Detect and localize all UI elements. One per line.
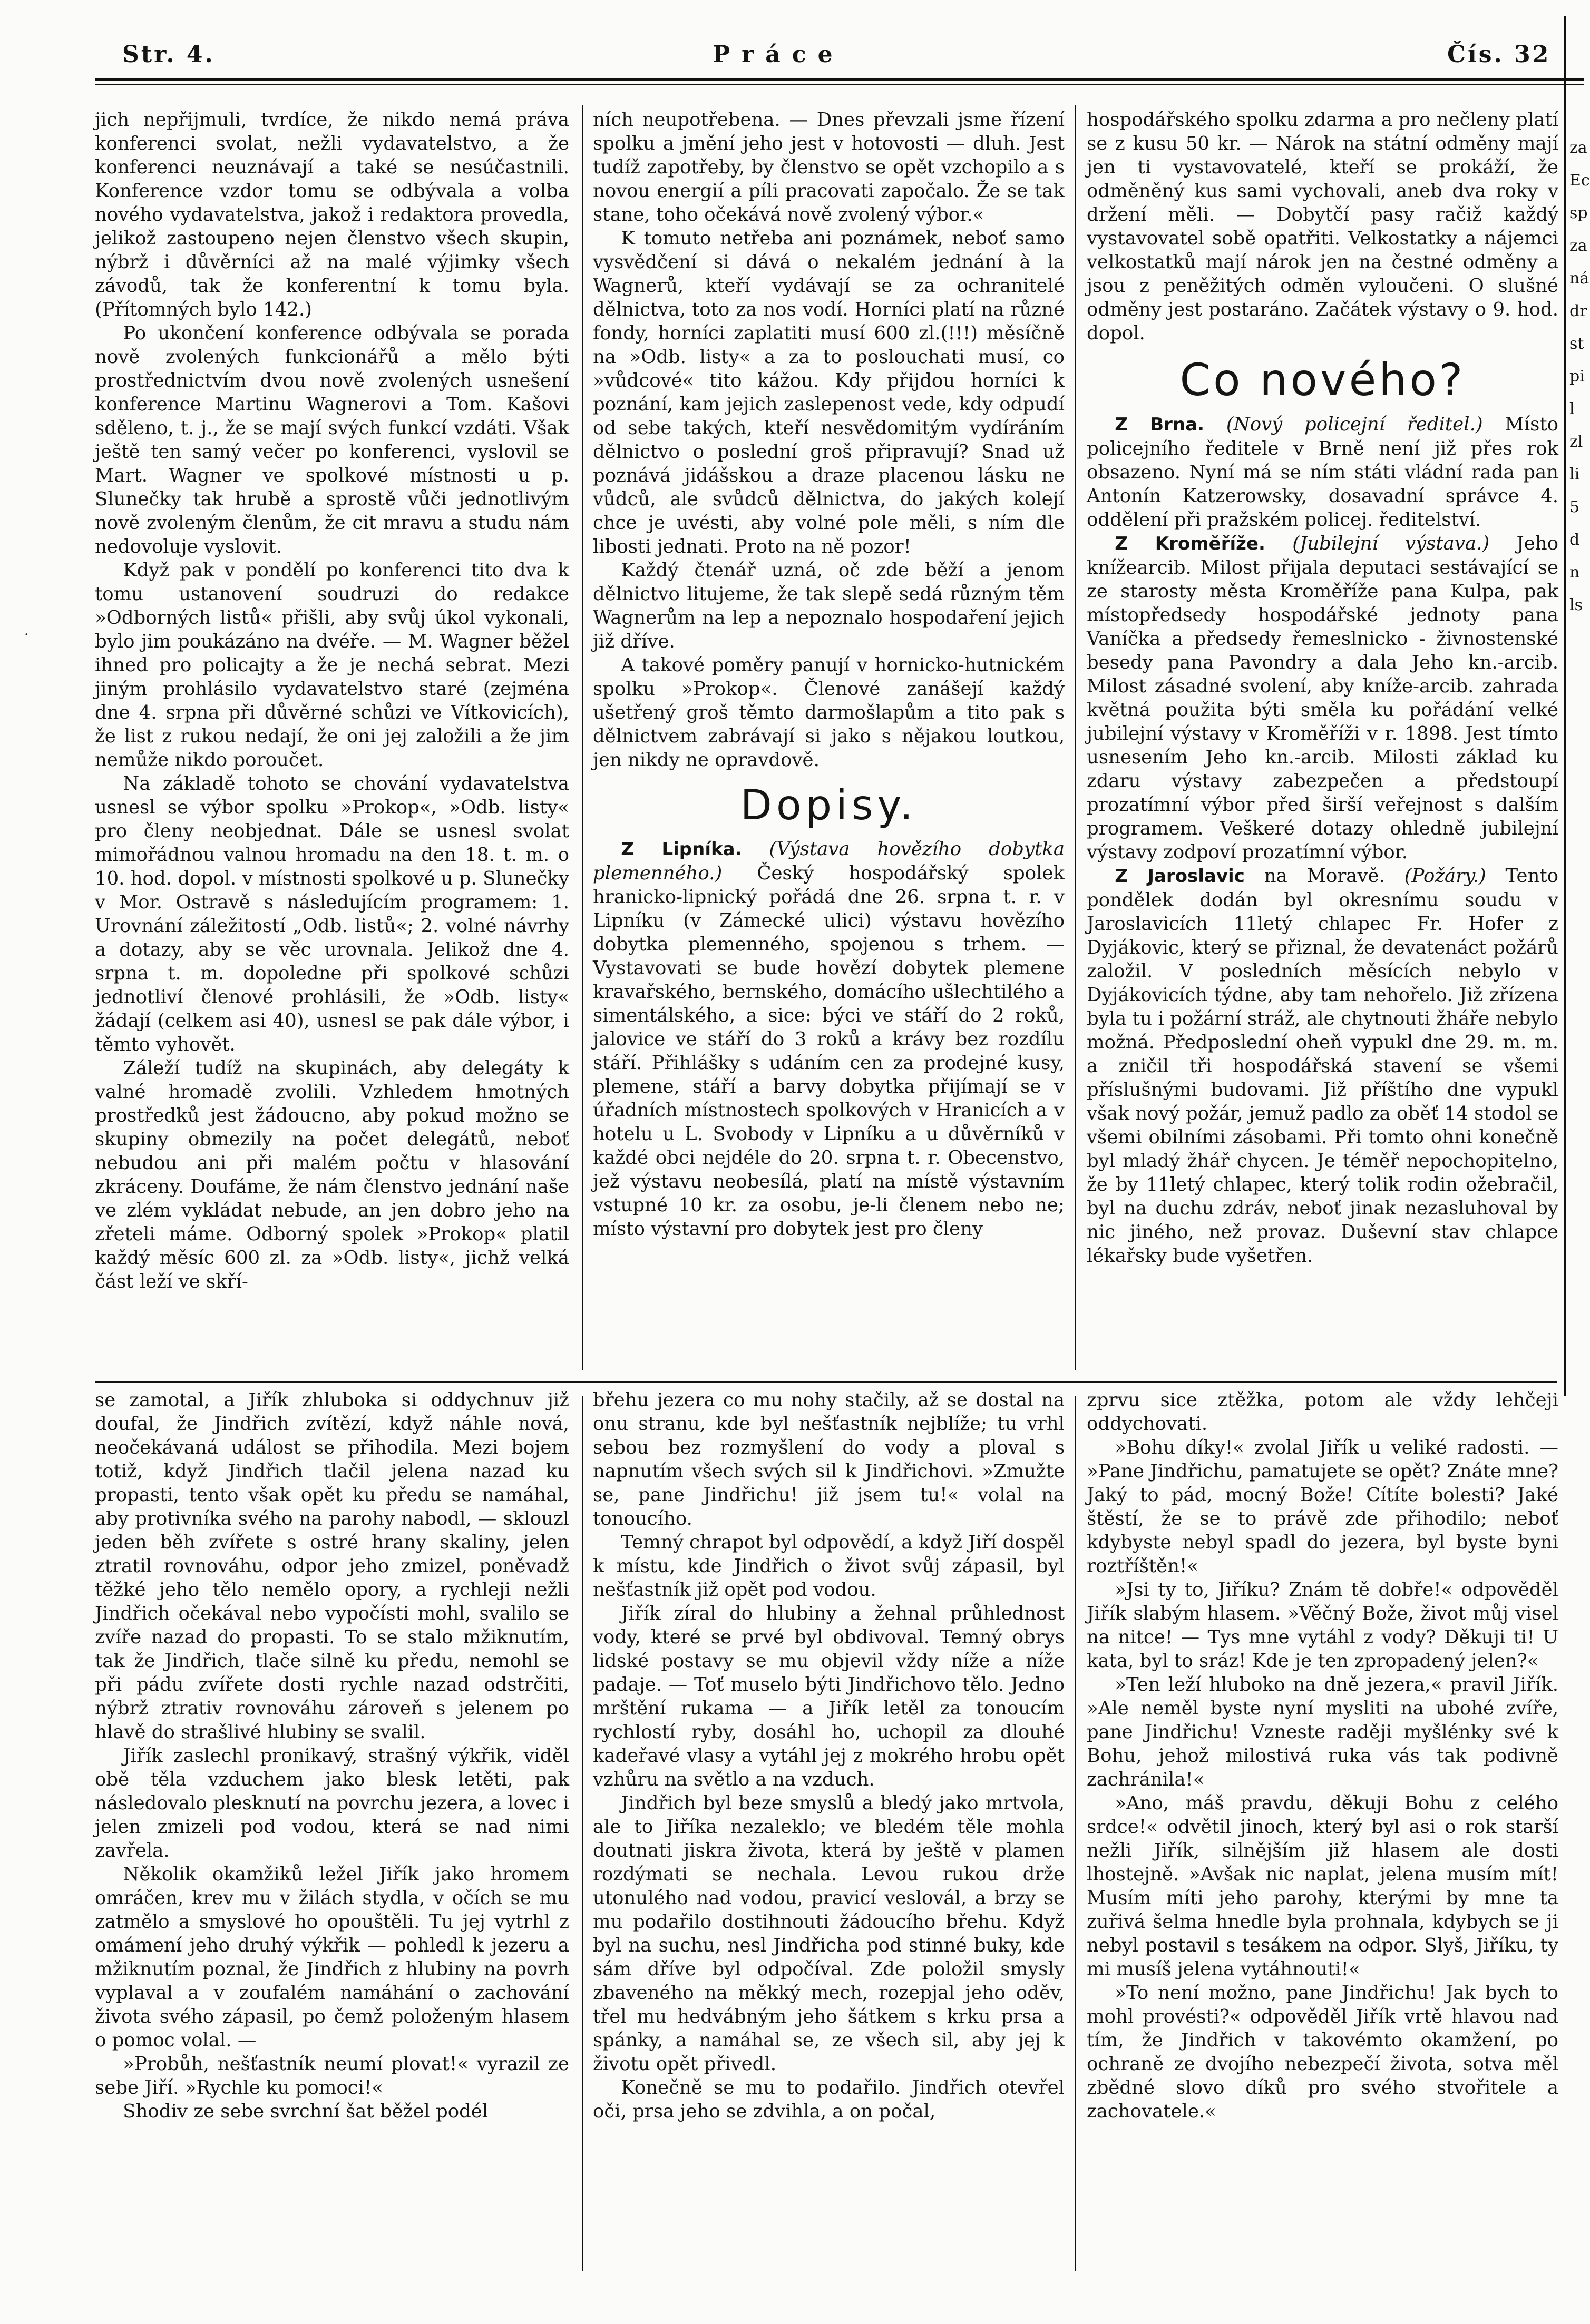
article-text: Český hospodářský spolek hranicko-lipnický pořádá dne 26. srpna t. r. v Lipníku (v Zámecké ulici) výstavu hovězího dobytka plemenného, spojenou s trhem. — Vystavovati se bude hovězí dobytek plemene kravařského, bernského, domácího ušlechtilého a simentálského, a sice: býci ve stáří do 2 roků, jalovice ve stáří do 3 roků a krávy bez rozdílu stáří. Přihlášky s udáním cen za prodejné kusy, plemene, stáří a barvy dobytka přijímají se v úřadních místnostech spolkových v Hranicích a v hotelu u L. Svobody v Lipníku a u důvěrníků v každé obci nejdéle do 20. srpna t. r. Obecenstvo, jež výstavu neobesílá, platí na místě výstavním vstupné 10 kr. za osobu, je-li členem nebo ne; místo výstavní pro dobytek jest pro členy bbox=[593, 862, 1065, 1240]
article-subtitle: (Jubilejní výstava.) bbox=[1292, 533, 1490, 554]
paragraph: Několik okamžiků ležel Jiřík jako hromem omráčen, krev mu v žilách stydla, v očích se mu zatmělo a smyslové ho opouštěli. Tu jej vytrhl z omámení jeho druhý výkřik — pohledl k jezeru a mžiknutím poznal, že Jindřich z hlubiny na povrh vyplaval a v zoufalém namáhání o zachování života svého zápasil, po čemž položeným hlasem o pomoc volal. — bbox=[95, 1864, 569, 2051]
edge-fragments bbox=[1569, 132, 1590, 711]
paragraph: Temný chrapot byl odpovědí, a když Jiří dospěl k místu, kde Jindřich o život svůj zápasil, byl nešťastník již opět pod vodou. bbox=[593, 1532, 1065, 1601]
dateline: Z Lipníka. bbox=[621, 839, 742, 860]
paragraph: »Jsi ty to, Jiříku? Znám tě dobře!« odpověděl Jiřík slabým hlasem. »Věčný Bože, život můj visel na nitce! — Tys mne vytáhl z vody? Děkuji ti! U kata, byl to sráz! Kde je ten zpropadený jelen?« bbox=[1087, 1579, 1558, 1672]
dateline: Z Jaroslavic bbox=[1115, 866, 1245, 887]
paragraph: »Ano, máš pravdu, děkuji Bohu z celého srdce!« odvětil jinoch, který byl asi o rok starší nežli Jiřík, silnějším již hlasem ale dosti lhostejně. »Avšak nic naplat, jelena musím mít! Musím míti jeho parohy, kterými by mne ta zuřivá šelma hnedle byla prohnala, kdybych se ji nebyl postavil s tesákem na odpor. Slyš, Jiříku, ty mi musíš jelena vytáhnouti!« bbox=[1087, 1792, 1558, 1980]
column-3 bbox=[1087, 108, 1558, 1375]
paragraph: Jindřich byl beze smyslů a bledý jako mrtvola, ale to Jiříka nezaleklo; ve bledém těle mohla doutnati jiskra života, která by ještě v plamen rozdýmati se nechala. Levou rukou drže utonulého nad vodou, pravicí veslovál, a brzy se mu podařilo dostihnouti žádoucího břehu. Když byl na suchu, nesl Jindřicha pod stinné buky, kde sám dříve byl odpočíval. Zde položil smysly zbaveného na měkký mech, rozepjal jeho oděv, třel mu hedvábným jeho šátkem s krku prsa a spánky, a namáhal se, ze všech sil, aby jej k životu opět přivedl. bbox=[593, 1792, 1065, 2075]
paragraph: »Probůh, nešťastník neumí plovat!« vyrazil ze sebe Jiří. »Rychle ku pomoci!« bbox=[95, 2053, 569, 2099]
story-divider-left bbox=[582, 1396, 583, 2271]
edge-fragment: st bbox=[1569, 335, 1584, 353]
story-column-3 bbox=[1087, 1388, 1558, 2284]
edge-fragment: n bbox=[1569, 563, 1580, 582]
page-right-border bbox=[1564, 16, 1566, 1396]
edge-fragment: 5 bbox=[1569, 498, 1580, 516]
paragraph: A takové poměry panují v hornicko-hutnickém spolku »Prokop«. Členové zanášejí každý ušetřený groš těmto darmošlapům a tito pak s dělnictvem zabrávají si jako s nějakou loutkou, jen nikdy ne opravdově. bbox=[593, 654, 1065, 771]
edge-fragment: dr bbox=[1569, 302, 1587, 320]
paragraph: ních neupotřebena. — Dnes převzali jsme řízení spolku a jmění jeho jest v hotovosti — dluh. Jest tudíž zapotřeby, by členstvo se opět vzchopilo a s novou energií a píli pracovati započalo. Že se tak stane, toho očekává nově zvolený výbor.« bbox=[593, 109, 1065, 225]
story-column-1 bbox=[95, 1388, 569, 2284]
paragraph: Když pak v pondělí po konferenci tito dva k tomu ustanovení soudruzi do redakce »Odborných listů« přišli, aby svůj úkol vykonali, bylo jim poukázáno na dvéře. — M. Wagner běžel ihned pro policajty a že je nechá sebrat. Mezi jiným prohlásilo vydavatelstvo staré (zejména dne 4. srpna při důvěrné schůzi ve Vítkovicích), že list z rukou nedají, že oni jej založili a že jim nemůže nikdo poroučet. bbox=[95, 560, 569, 771]
issue-number: Čís. 32 bbox=[1447, 41, 1551, 68]
section-heading-dopisy: Dopisy. bbox=[740, 782, 918, 829]
edge-fragment: zl bbox=[1569, 433, 1583, 451]
edge-fragment: za bbox=[1569, 139, 1587, 157]
edge-fragment: li bbox=[1569, 465, 1580, 484]
edge-fragment: pi bbox=[1569, 367, 1585, 386]
paragraph: jich nepřijmuli, tvrdíce, že nikdo nemá práva konferenci svolat, nežli vydavatelstvo, a že konferenci neuznávají a také se nesúčastnili. Konference vzdor tomu se odbývala a volba nového vydavatelstva, jakož i redaktora provedla, jelikož zastoupeno nejen členstvo všech skupin, nýbrž i důvěrníci až na malé výjimky všech závodů, tak že konferentní k tomu byla. (Přítomných bylo 142.) bbox=[95, 109, 569, 320]
article-subtitle: (Výstava hovězího dobytka plemenného.) bbox=[593, 838, 1065, 884]
paragraph: hospodářského spolku zdarma a pro nečleny platí se z kusu 50 kr. — Nárok na státní odměny mají jen ti vystavovatelé, kteří se prokáží, že odměněný kus sami vychovali, aneb dva roky v držení měli. — Dobytčí pasy račiž každý vystavovatel sobě opatřiti. Velkostatky a nájemci velkostatků mají nárok jen na čestné odměny a jsou z peněžitých odměn vyloučeni. O slušné odměny jest postaráno. Začátek výstavy o 9. hod. dopol. bbox=[1087, 109, 1558, 344]
paragraph: »To není možno, pane Jindřichu! Jak bych to mohl provésti?« odpověděl Jiřík vrtě hlavou nad tím, že Jindřich v takovémto okamžení, po ochraně ze dvojího nebezpečí života, sotva měl zbědné slovo díků pro svého stvořitele a zachovatele.« bbox=[1087, 1982, 1558, 2122]
paragraph: Jiřík zíral do hlubiny a žehnal průhlednost vody, které se prvé byl obdivoval. Temný obrys lidské postavy se mu objevil vždy níže a níže padaje. — Toť muselo býti Jindřichovo tělo. Jedno mrštění rukama — a Jiřík letěl za tonoucím rychlostí ryby, dosáhl ho, uchopil za dlouhé kadeřavé vlasy a vytáhl jej z mokrého hrobu opět vzhůru na světlo a na vzduch. bbox=[593, 1603, 1065, 1790]
column-divider-right bbox=[1075, 105, 1076, 1370]
column-1 bbox=[95, 108, 569, 1375]
paragraph: »Bohu díky!« zvolal Jiřík u veliké radosti. — »Pane Jindřichu, pamatujete se opět? Znáte mne? Jaký to pád, mocný Bože! Cítíte bolesti? Jaké štěstí, že se to právě zde přihodilo; neboť kdybyste nebyl spadl do jezera, byl byste byni roztříštěn!« bbox=[1087, 1437, 1558, 1577]
article-text: Tento pondělek dodán byl okresnímu soudu v Jaroslavicích 11letý chlapec Fr. Hofer z Dyjákovic, který se přiznal, že devatenáct požárů založil. V posledních měsících nebylo v Dyjákovicích týdne, aby tam nehořelo. Již zřízena byla tu i požární stráž, ale chytnouti žháře nebylo možná. Předposlední oheň vypukl dne 29. m. m. a zničil tři hospodářská stavení se všemi příslušnými budovami. Již příštího dne vypukl však nový požár, jemuž padlo za oběť 14 stodol se všemi obilními zásobami. Při tomto ohni konečně byl mladý žhář chycen. Je téměř nepochopitelno, že by 11letý chlapec, který tolik rodin ožebračil, byl na duchu zdráv, neboť jinak nezasluhoval by nic jiného, než provaz. Duševní stav chlapce lékařsky bude vyšetřen. bbox=[1087, 865, 1558, 1267]
edge-fragment: d bbox=[1569, 531, 1580, 549]
edge-fragment: ls bbox=[1569, 596, 1583, 614]
column-2 bbox=[593, 108, 1065, 1375]
paragraph: Po ukončení konference odbývala se porada nově zvolených funkcionářů a mělo býti prostřednictvím dvou nově zvolených usnešení konference Martinu Wagnerovi a Tom. Kašovi sděleno, t. j., že se mají svých funkcí vzdáti. Však ještě ten samý večer po konferenci, vyslovil se Mart. Wagner ve spolkové místnosti u p. Slunečky tak hrubě a sprostě vůči jednotlivým nově zvoleným členům, že cit mravu a studu nám nedovoluje vyslovit. bbox=[95, 322, 569, 557]
edge-fragment: Ec bbox=[1569, 171, 1590, 190]
article-subtitle: (Nový policejní ředitel.) bbox=[1226, 414, 1483, 435]
paragraph: Jiřík zaslechl pronikavý, strašný výkřik, viděl obě těla vzduchem jako blesk letěti, pak následovalo plesknutí na povrchu jezera, a lovec i jelen zmizeli pod vodou, která se nad nimi zavřela. bbox=[95, 1745, 569, 1861]
article-subtitle-prefix: na Moravě. bbox=[1264, 865, 1385, 887]
story-divider-right bbox=[1075, 1396, 1076, 2271]
news-kromeriz bbox=[1087, 532, 1558, 864]
paragraph: »Ten leží hluboko na dně jezera,« pravil Jiřík. »Ale neměl byste nyní mysliti na ubohé zvíře, pane Jindřichu! Vzneste raději myšlénky své k Bohu, jehož milostivá ruka vás tak podivně zachránila!« bbox=[1087, 1674, 1558, 1790]
paragraph: zprvu sice ztěžka, potom ale vždy lehčeji oddychovati. bbox=[1087, 1389, 1558, 1435]
news-brno bbox=[1087, 413, 1558, 532]
edge-fragment: sp bbox=[1569, 204, 1588, 222]
paragraph: se zamotal, a Jiřík zhluboka si oddychnuv již doufal, že Jindřich zvítězí, když náhle nová, neočekávaná událost se přihodila. Mezi bojem totiž, když Jindřich tlačil jelena nazad ku propasti, tento však opět ku předu se namáhal, aby protivníka svého na parohy nabodl, — sklouzl jeden běh zvířete s ostré hrany skaliny, jelen ztratil rovnováhu, odpor jeho zmizel, poněvadž těžké jeho tělo nemělo opory, a rychleji nežli Jindřich očekával nebo vypočísti mohl, svalilo se zvíře nazad do propasti. To se stalo mžiknutím, tak že Jindřich, tlače silně ku předu, nemohl se při pádu zvířete dosti rychle nazad odstrčiti, nýbrž ztrativ rovnováhu zároveň s jelenem po hlavě do strašlivé hlubiny se svalil. bbox=[95, 1389, 569, 1743]
paragraph: K tomuto netřeba ani poznámek, neboť samo vysvědčení si dává o nekalém jednání à la Wagnerů, kteří vydávají se za ochranitelé dělnictva, toto za nos vodí. Horníci platí na různé fondy, horníci zaplatiti musí 600 zl.(!!!) měsíčně na »Odb. listy« a za to poslouchati musí, co »vůdcové« tito kážou. Kdy přijdou horníci k poznání, kam jejich zaslepenost vede, kdy odpudí od sebe takých, kteří nesvědomitým vydíráním dělnictvo o poslední groš připravují? Snad už poznává jidášskou a draze placenou lásku ne vůdců, ale svůdců dělnictva, do jakých kolejí chce je uvésti, aby volné pole měli, s ním dle libosti jednati. Proto na ně pozor! bbox=[593, 228, 1065, 557]
article-text: Místo policejního ředitele v Brně není již přes rok obsazeno. Nyní má se ním státi vládní rada pan Antonín Katzerowsky, dosavadní správce 4. oddělení při pražském policej. ředitelství. bbox=[1087, 414, 1558, 531]
paragraph: Shodiv ze sebe svrchní šat běžel podél bbox=[123, 2101, 489, 2122]
paragraph: Konečně se mu to podařilo. Jindřich otevřel oči, prsa jeho se zdvihla, a on počal, bbox=[593, 2077, 1065, 2122]
dateline: Z Kroměříže. bbox=[1115, 533, 1265, 554]
margin-mark: · bbox=[24, 627, 29, 643]
paragraph: Každý čtenář uzná, oč zde běží a jenom dělnictvo litujeme, že tak slepě sedá různým těm Wagnerům na lep a nepoznalo hospodaření jejich již dříve. bbox=[593, 560, 1065, 652]
header-rule bbox=[95, 78, 1584, 81]
news-jaroslavice bbox=[1087, 864, 1558, 1268]
section-heading-co-noveho: Co nového? bbox=[1179, 354, 1466, 406]
paragraph: břehu jezera co mu nohy stačily, až se dostal na onu stranu, kde byl nešťastník nejblíže; tu vrhl sebou bez rozmyšlení do vody a ploval s napnutím všech svých sil k Jindřichovi. »Zmužte se, pane Jindřichu! již jsem tu!« volal na tonoucího. bbox=[593, 1389, 1065, 1529]
column-divider-left bbox=[582, 105, 583, 1370]
article-text: Jeho knížearcib. Milost přijala deputaci sestávající se ze starosty města Kroměříže pana Kulpa, pak místopředsedy hospodářské jednoty pana Vaníčka a předsedy řemeslnicko - živnostenské besedy pana Pavondry a dala Jeho kn.-arcib. Milost zásadné svolení, aby kníže-arcib. zahrada květná použita býti směla ku pořádání velké jubilejní výstavy v Kroměříži v r. 1898. Jest tímto usnesením Jeho kn.-arcib. Milosti základ ku zdaru výstavy zabezpečen a předstoupí prozatímní výbor před širší veřejnost s dalším programem. Veškeré dotazy ohledně jubilejní výstavy zodpoví prozatímní výbor. bbox=[1087, 533, 1558, 863]
paragraph: Záleží tudíž na skupinách, aby delegáty k valné hromadě zvolili. Vzhledem hmotných prostředků jest žádoucno, aby pokud možno se skupiny obmezily na počet delegátů, neboť nebudou ani při malém počtu v hlasování zkráceny. Doufáme, že nám členstvo jednání naše ve zlém vykládat nebude, an jen dobro jeho na zřeteli máme. Odborný spolek »Prokop« platil každý měsíc 600 zl. za »Odb. listy«, jichž velká část leží ve skří- bbox=[95, 1057, 569, 1292]
article-subtitle: (Požáry.) bbox=[1404, 865, 1486, 887]
story-column-2 bbox=[593, 1388, 1065, 2284]
edge-fragment: za bbox=[1569, 237, 1587, 255]
dateline: Z Brna. bbox=[1115, 414, 1205, 435]
story-separator bbox=[95, 1381, 1557, 1383]
edge-fragment: l bbox=[1569, 400, 1575, 418]
masthead-title: Práce bbox=[713, 41, 844, 68]
page-number: Str. 4. bbox=[122, 41, 215, 68]
letter-lipnik bbox=[593, 837, 1065, 1241]
paragraph: Na základě tohoto se chování vydavatelstva usnesl se výbor spolku »Prokop«, »Odb. listy« pro členy neobjednat. Dále se usnesl svolat mimořádnou valnou hromadu na den 18. t. m. o 10. hod. dopol. v místnosti spolkové u p. Slunečky v Mor. Ostravě s následujícím programem: 1. Urovnání záležitostí „Odb. listů«; 2. volné návrhy a dotazy, aby se věc urovnala. Jelikož dne 4. srpna t. m. dopoledne při spolkové schůzi jednotliví členové prohlásili, že »Odb. listy« žádají (celkem asi 40), usnesl se pak dále výbor, i těmto vyhovět. bbox=[95, 773, 569, 1055]
header-rule-thin bbox=[95, 84, 1584, 85]
edge-fragment: ná bbox=[1569, 269, 1589, 288]
